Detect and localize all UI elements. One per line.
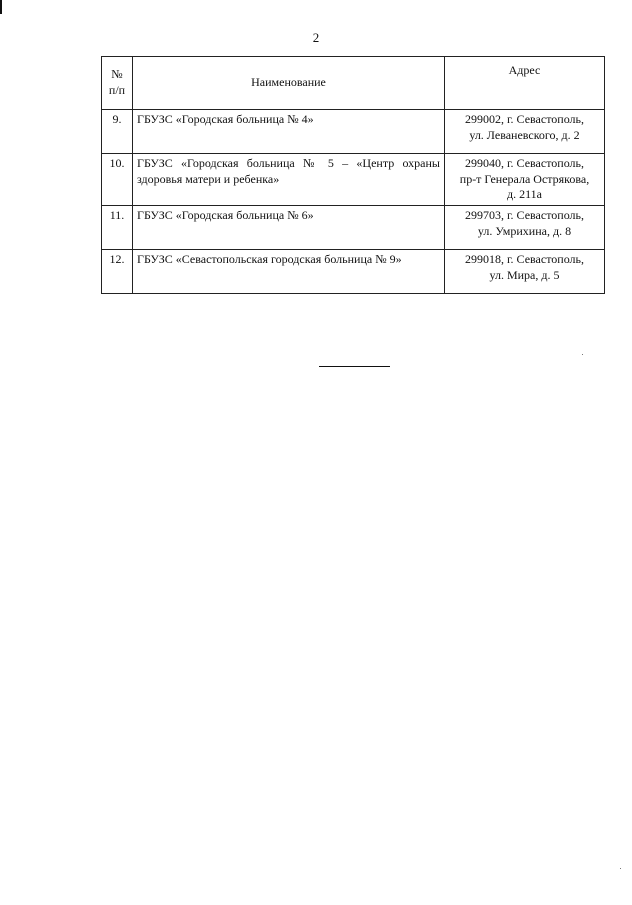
scan-edge-mark [0,0,2,14]
table-row [102,250,605,294]
row-num: 9. [102,110,133,154]
address-line: д. 211а [507,187,542,202]
row-address [445,250,605,294]
row-num: 10. [102,154,133,206]
table-row [102,110,605,154]
table-header-row [102,57,605,110]
address-line: 299002, г. Севастополь, [464,112,584,126]
address-line: ул. Умрихина, д. 8 [477,223,572,238]
address-line: 299040, г. Севастополь, [464,156,584,170]
header-address: Адрес [445,57,605,110]
scan-speck [620,868,621,869]
address-line: 299703, г. Севастополь, [464,208,584,222]
row-num: 12. [102,250,133,294]
address-line: ул. Леваневского, д. 2 [469,127,580,142]
row-address [445,206,605,250]
address-line: пр-т Генерала Острякова, [459,171,590,186]
page-number: 2 [312,30,320,45]
address-line: ул. Мира, д. 5 [489,267,560,282]
row-address [445,154,605,206]
scan-speck [582,354,583,355]
row-name: ГБУЗС «Городская больница № 6» [133,206,445,250]
row-name: ГБУЗС «Севастопольская городская больница № 9» [133,250,445,294]
address-line: 299018, г. Севастополь, [464,252,584,266]
table-row [102,206,605,250]
hospital-table [101,56,605,294]
header-name: Наименование [133,57,445,110]
table-row [102,154,605,206]
row-name: ГБУЗС «Городская больница № 4» [133,110,445,154]
row-name: ГБУЗС «Городская больница № 5 – «Центр охраны здоровья матери и ребенка» [133,154,445,206]
row-num: 11. [102,206,133,250]
end-divider-line [319,366,390,367]
row-address [445,110,605,154]
header-num: № п/п [102,57,133,110]
